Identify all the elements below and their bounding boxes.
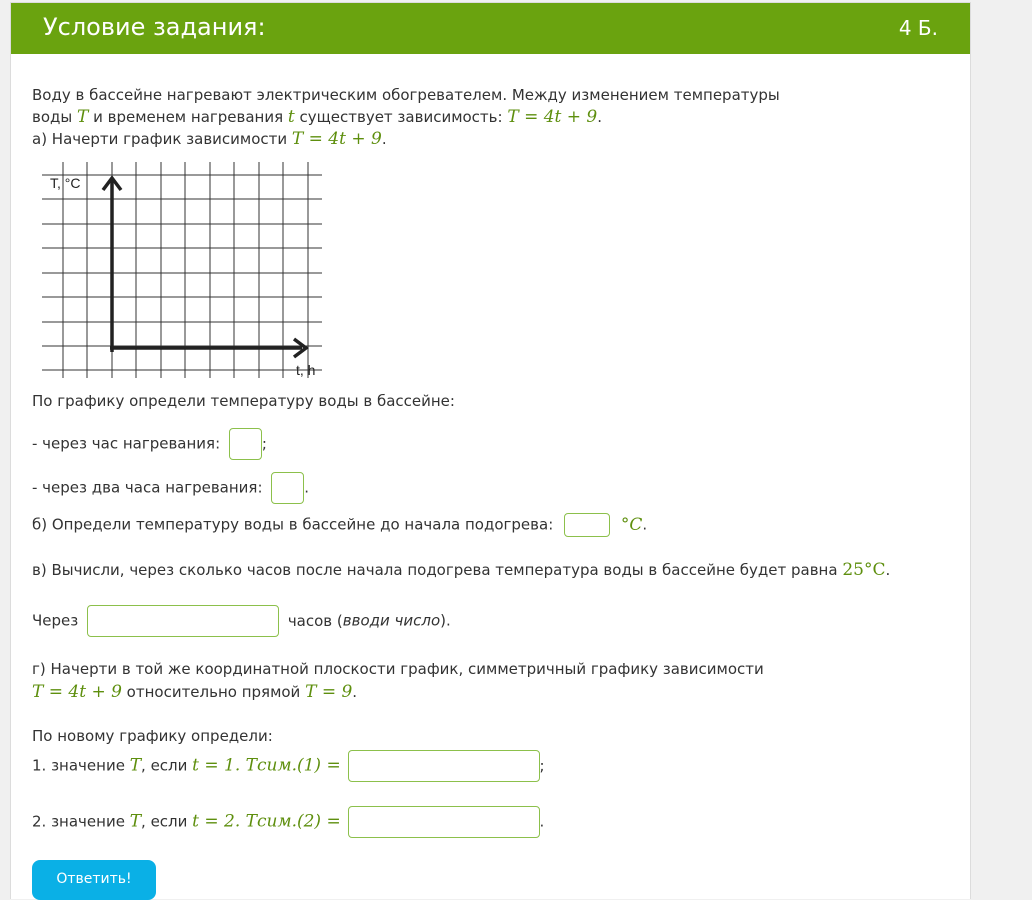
part-a-text: а) Начерти график зависимости — [32, 130, 292, 148]
q2-text-a: 2. значение — [32, 812, 130, 831]
part-b-row — [32, 513, 647, 537]
part-v-text: в) Вычисли, через сколько часов после начала подогрева температура воды в бассейне будет равна — [32, 561, 843, 579]
one-hour-input[interactable] — [229, 428, 262, 460]
two-hours-label: - через два часа нагревания: — [32, 478, 263, 497]
intro-line-1 — [32, 86, 780, 104]
q2-condition: t = 2. Tсим.(2) = — [192, 811, 341, 832]
part-a-end: . — [381, 130, 387, 148]
one-hour-end: ; — [261, 434, 267, 453]
hours-row — [32, 605, 451, 637]
intro-text-2c: существует зависимость: — [294, 108, 508, 126]
submit-button[interactable]: Ответить! — [32, 860, 156, 900]
part-g-end: . — [352, 683, 358, 701]
formula-main: T = 4t + 9 — [507, 107, 598, 127]
q1-T: T — [129, 755, 142, 776]
two-hours-row — [32, 472, 309, 504]
task-header — [11, 3, 970, 54]
q2-T: T — [129, 811, 142, 832]
two-hours-input[interactable] — [271, 472, 304, 504]
grid-lines — [42, 162, 322, 378]
part-v-row — [32, 560, 890, 580]
intro-line-2 — [32, 107, 602, 127]
x-axis-label: t, h — [296, 362, 316, 378]
task-title: Условие задания: — [43, 13, 266, 41]
by-graph-title: По графику определи температуру воды в бассейне: — [32, 392, 455, 410]
q2-input[interactable] — [348, 806, 540, 838]
part-g-formula: T = 4t + 9 — [32, 682, 122, 702]
q1-end: ; — [539, 756, 545, 775]
intro-text-2-end: . — [597, 108, 603, 126]
part-b-end: . — [642, 515, 648, 534]
new-graph-title: По новому графику определи: — [32, 727, 273, 745]
part-g-line-formula: T = 9 — [305, 682, 353, 702]
hours-input[interactable] — [87, 605, 279, 637]
part-a-formula: T = 4t + 9 — [291, 129, 382, 149]
task-points: 4 Б. — [898, 16, 938, 40]
through-label: Через — [32, 611, 79, 630]
q1-row — [32, 750, 545, 782]
q1-text-b: , если — [141, 756, 193, 775]
part-b-unit: °C — [620, 514, 643, 535]
two-hours-end: . — [304, 478, 310, 497]
part-g-line-1: г) Начерти в той же координатной плоскости график, симметричный графику зависимости — [32, 660, 764, 678]
q2-text-b: , если — [141, 812, 193, 831]
part-b-text: б) Определи температуру воды в бассейне до начала подогрева: — [32, 515, 554, 534]
coordinate-grid[interactable] — [30, 160, 330, 382]
math-T: T — [77, 107, 89, 127]
q1-input[interactable] — [348, 750, 540, 782]
axes — [103, 178, 306, 357]
y-axis-label: T, °C — [50, 175, 81, 191]
intro-text-2b: и временем нагревания — [88, 108, 288, 126]
hours-hint: вводи число — [342, 611, 441, 630]
initial-temp-input[interactable] — [564, 513, 610, 537]
intro-text-2a: воды — [32, 108, 77, 126]
q2-row — [32, 806, 544, 838]
one-hour-row — [32, 428, 267, 460]
q2-end: . — [539, 812, 545, 831]
math-t: t — [287, 107, 295, 127]
q1-text-a: 1. значение — [32, 756, 130, 775]
one-hour-label: - через час нагревания: — [32, 434, 221, 453]
part-g-line-2 — [32, 682, 357, 702]
part-v-value: 25°C — [842, 560, 886, 580]
hours-label: часов ( — [287, 611, 343, 630]
hours-label-end: ). — [440, 611, 451, 630]
part-g-mid: относительно прямой — [121, 683, 306, 701]
q1-condition: t = 1. Tсим.(1) = — [192, 755, 341, 776]
intro-text-1: Воду в бассейне нагревают электрическим обогревателем. Между изменением температуры — [32, 86, 780, 104]
part-v-end: . — [885, 561, 891, 579]
part-a-line — [32, 129, 387, 149]
